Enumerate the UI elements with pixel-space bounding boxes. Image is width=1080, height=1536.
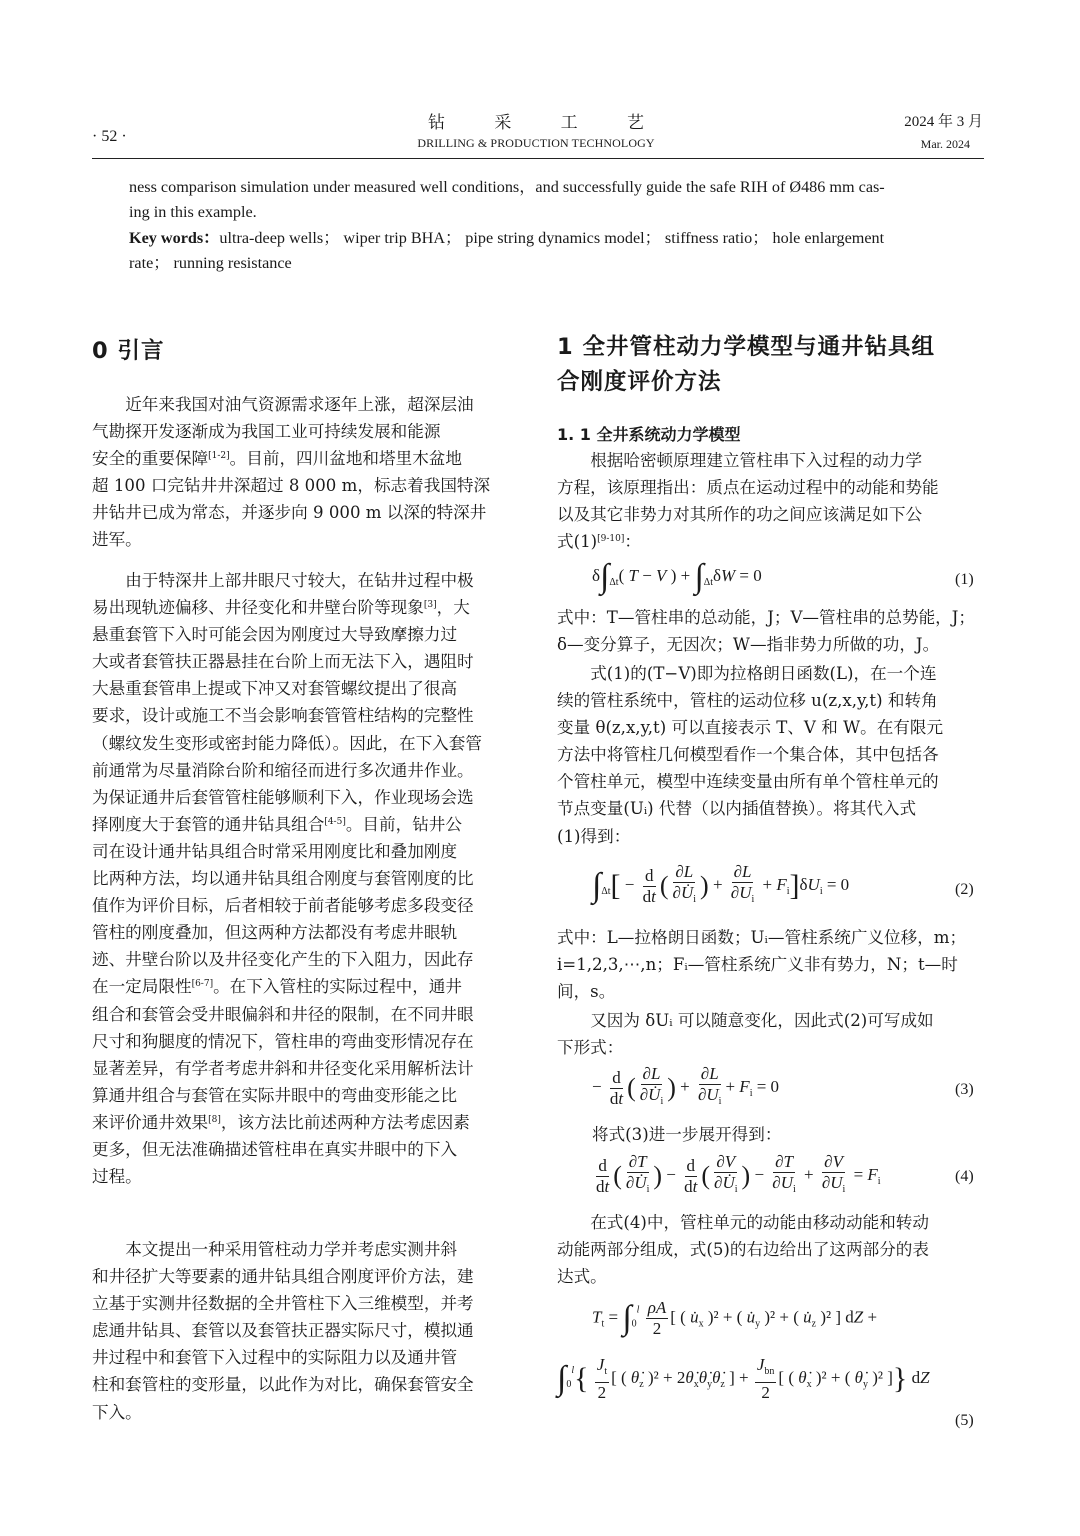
text-line: i=1,2,3,⋯,n；Fᵢ—管柱系统广义非有势力，N；t—时 <box>557 955 958 975</box>
text-line: 虑通井钻具、套管以及套管扶正器实际尺寸，模拟通 <box>92 1321 474 1341</box>
text-seg: 安全的重要保障 <box>92 449 209 469</box>
text-line <box>92 594 518 621</box>
model-paragraph-1 <box>557 447 984 555</box>
text-line: 立基于实测井径数据的全井管柱下入三维模型，并考 <box>92 1294 474 1314</box>
text-line: 悬重套管下入时可能会因为刚度过大导致摩擦力过 <box>92 625 458 645</box>
issue-date-en: Mar. 2024 <box>920 137 970 151</box>
text-line: 方法中将管柱几何模型看作一个集合体，其中包括各 <box>557 745 939 765</box>
text-seg: ，大 <box>436 598 470 618</box>
text-seg: 。目前，四川盆地和塔里木盆地 <box>229 449 462 469</box>
text-line: 方程，该原理指出：质点在运动过程中的动能和势能 <box>557 478 939 498</box>
journal-char: 艺 <box>626 113 644 133</box>
text-line: 柱和套管柱的变形量，以此作为对比，确保套管安全 <box>92 1375 474 1395</box>
text-line <box>92 973 518 1000</box>
text-line: 组合和套管会受井眼偏斜和井径的限制，在不同井眼 <box>92 1004 474 1024</box>
text-line: 在式(4)中，管柱单元的动能由移动动能和转动 <box>590 1213 929 1232</box>
text-line: 迹、井壁台阶以及井径变化产生的下入阻力，因此存 <box>92 950 474 970</box>
journal-title-en: DRILLING & PRODUCTION TECHNOLOGY <box>417 136 655 150</box>
equation-4: $\frac{d}{dt}$ ( $\frac{\partial T}{\partial U̇_i}$ ) − $\frac{d}{dt}$ ( $\frac{\partial V}{\partial U̇_i}$ ) − $\frac{\partial T}{\partial U_i}$ + $\frac{\partial V}{\partial U_i}$ = $F_i$ <box>596 1152 881 1196</box>
abstract-line: ing in this example. <box>129 203 257 221</box>
section-heading-1: 1 全井管柱动力学模型与通井钻具组 <box>557 334 935 360</box>
text-line: 要求，设计或施工不当会影响套管管柱结构的完整性 <box>92 706 474 726</box>
text-line: 又因为 δUᵢ 可以随意变化，因此式(2)可写成如 <box>590 1011 934 1030</box>
citation: [6-7] <box>191 979 214 990</box>
equation-1: $\delta\int_{\Delta t}$( T − V ) + $\int_{\Delta t}\delta W = 0$ <box>592 558 762 596</box>
equation-5-line-1: $T_t = \int_0^l$ $\frac{\rho A}{2}$ [ ( $u̇_x$ )² + ( $u̇_y$ )² + ( $u̇_z$ )² ] dZ + <box>592 1298 878 1338</box>
text-seg: 。目前，钻井公 <box>345 814 462 834</box>
text-seg: 择刚度大于套管的通井钻具组合 <box>92 814 325 834</box>
section-heading-1-cont: 合刚度评价方法 <box>557 369 722 395</box>
text-line: 前通常为尽量消除台阶和缩径而进行多次通井作业。 <box>92 760 474 780</box>
text-line: （螺纹发生变形或密封能力降低）。因此，在下入套管 <box>92 733 482 753</box>
text-line: δ—变分算子，无因次；W—指非势力所做的功，J。 <box>557 635 940 655</box>
text-line: 更多，但无法准确描述管柱串在真实井眼中的下入 <box>92 1139 458 1159</box>
keywords-label: Key words： <box>129 229 220 247</box>
text-seg: 来评价通井效果 <box>92 1112 209 1132</box>
citation: [4-5] <box>324 816 346 827</box>
text-seg: ： <box>624 532 641 552</box>
text-line: 显著差异，有学者考虑井斜和井径变化采用解析法计 <box>92 1058 474 1078</box>
text-line: 近年来我国对油气资源需求逐年上涨，超深层油 <box>125 395 474 414</box>
journal-title-cn <box>428 108 644 133</box>
journal-char: 工 <box>560 113 578 133</box>
model-paragraph-4: 将式(3)进一步展开得到： <box>592 1125 782 1144</box>
text-line: 大悬重套管串上提或下冲又对套管螺纹提出了很高 <box>92 679 458 699</box>
text-line: 本文提出一种采用管柱动力学并考虑实测井斜 <box>125 1240 458 1259</box>
text-line: 井钻井已成为常态，并逐步向 9 000 m 以深的特深井 <box>92 503 487 523</box>
equation-3: − $\frac{d}{dt}$ ( $\frac{\partial L}{\partial U̇_i}$ ) + $\frac{\partial L}{\partial U_i}$ + $F_i = 0$ <box>592 1064 780 1108</box>
text-line: 式(1)的(T−V)即为拉格朗日函数(L)，在一个连 <box>590 664 937 683</box>
text-line: 进军。 <box>92 530 142 550</box>
text-line: 井过程中和套管下入过程中的实际阻力以及通井管 <box>92 1348 458 1368</box>
text-line <box>92 1109 518 1136</box>
definitions-1 <box>557 604 984 658</box>
text-line: 超 100 口完钻井井深超过 8 000 m，标志着我国特深 <box>92 476 491 496</box>
text-seg: 在一定局限性 <box>92 977 192 997</box>
text-line: 个管柱单元，模型中连续变量由所有单个管柱单元的 <box>557 772 939 792</box>
equation-number: (1) <box>955 571 974 588</box>
text-line: 动能两部分组成，式(5)的右边给出了这两部分的表 <box>557 1240 929 1260</box>
text-line: 管柱的刚度叠加，但这两种方法都没有考虑井眼轨 <box>92 923 458 943</box>
text-line: 下形式： <box>557 1038 624 1058</box>
keywords-text: ultra-deep wells； wiper trip BHA； pipe string dynamics model； stiffness ratio； hole enlargement <box>219 229 885 247</box>
text-seg: 易出现轨迹偏移、井径变化和井壁台阶等现象 <box>92 598 424 618</box>
page-number: · 52 · <box>92 128 127 145</box>
model-paragraph-2 <box>557 660 984 850</box>
header-rule <box>92 158 984 159</box>
text-line: 过程。 <box>92 1167 142 1187</box>
definitions-2 <box>557 924 984 1005</box>
text-line <box>92 445 518 472</box>
text-seg: 。在下入管柱的实际过程中，通井 <box>213 977 462 997</box>
issue-date-cn: 2024 年 3 月 <box>904 114 983 130</box>
intro-paragraph-2 <box>92 567 518 1190</box>
text-line <box>557 528 984 555</box>
text-line: 下入。 <box>92 1402 142 1422</box>
keywords-line: rate； running resistance <box>129 254 292 272</box>
text-line: 和井径扩大等要素的通井钻具组合刚度评价方法，建 <box>92 1267 474 1287</box>
intro-paragraph-1 <box>92 391 518 554</box>
journal-char: 采 <box>494 113 512 133</box>
text-line: 以及其它非势力对其所作的功之间应该满足如下公 <box>557 505 923 525</box>
equation-5-line-2: $\int_0^l${ $\frac{J_t}{2}$ [ ( $\thetȧ_z$ )$^2 + 2\thetȧ_x\thetȧ_y\thetȧ_z$ ] + $\frac{J_{bn}}{2}$ [ ( $\thetȧ_x$ )² + ( $\thetȧ_y$ )² ]} dZ <box>557 1355 930 1402</box>
intro-paragraph-3 <box>92 1236 518 1426</box>
equation-number: (3) <box>955 1081 974 1098</box>
text-line: 由于特深井上部井眼尺寸较大，在钻井过程中极 <box>125 571 474 590</box>
text-line: (1)得到： <box>557 826 631 846</box>
text-line: 式中：L—拉格朗日函数；Uᵢ—管柱系统广义位移，m； <box>557 928 967 947</box>
equation-2: $\int_{\Delta t}$[ − $\frac{d}{dt}$ ( $\frac{\partial L}{\partial U̇_i}$ ) + $\frac{\partial L}{\partial U_i}$ + $F_i]\delta U_i = 0$ <box>592 862 850 906</box>
model-paragraph-5 <box>557 1209 984 1290</box>
abstract-line: ness comparison simulation under measured well conditions，and successfully guide the safe RIH of Ø486 mm cas- <box>129 178 885 196</box>
equation-number: (5) <box>955 1412 974 1429</box>
text-line: 气勘探开发逐渐成为我国工业可持续发展和能源 <box>92 422 441 442</box>
text-line: 变量 θ(z,x,y,t) 可以直接表示 T、V 和 W。在有限元 <box>557 718 944 738</box>
text-line: 比两种方法，均以通井钻具组合刚度与套管刚度的比 <box>92 869 474 889</box>
text-line: 续的管柱系统中，管柱的运动位移 u(z,x,y,t) 和转角 <box>557 691 938 711</box>
text-line: 根据哈密顿原理建立管柱串下入过程的动力学 <box>590 451 923 470</box>
text-line: 算通井组合与套管在实际井眼中的弯曲变形能之比 <box>92 1085 458 1105</box>
citation: [1-2] <box>208 451 230 462</box>
section-heading-intro: 0 引言 <box>92 338 165 364</box>
text-line: 达式。 <box>557 1267 607 1287</box>
journal-char: 钻 <box>428 113 445 133</box>
subsection-heading-1-1: 1. 1 全井系统动力学模型 <box>557 425 741 444</box>
text-line: 司在设计通井钻具组合时常采用刚度比和叠加刚度 <box>92 841 458 861</box>
equation-number: (4) <box>955 1168 974 1185</box>
text-seg: 式(1) <box>557 532 598 552</box>
text-line <box>92 811 518 838</box>
text-line: 值作为评价目标，后者相较于前者能够考虑多段变径 <box>92 896 474 916</box>
citation: [3] <box>423 600 437 611</box>
citation: [8] <box>208 1114 221 1125</box>
model-paragraph-3 <box>557 1007 984 1061</box>
text-line: 式中：T—管柱串的总动能，J；V—管柱串的总势能，J； <box>557 608 976 627</box>
citation: [9-10] <box>597 534 625 545</box>
text-line: 节点变量(Uᵢ) 代替（以内插值替换）。将其代入式 <box>557 799 917 819</box>
text-line: 尺寸和狗腿度的情况下，管柱串的弯曲变形情况存在 <box>92 1031 474 1051</box>
text-seg: ，该方法比前述两种方法考虑因素 <box>220 1112 470 1132</box>
keywords-line <box>129 226 949 251</box>
equation-number: (2) <box>955 881 974 898</box>
text-line: 为保证通井后套管管柱能够顺利下入，作业现场会选 <box>92 787 474 807</box>
text-line: 大或者套管扶正器悬挂在台阶上而无法下入，遇阻时 <box>92 652 474 672</box>
text-line: 间，s。 <box>557 982 616 1002</box>
